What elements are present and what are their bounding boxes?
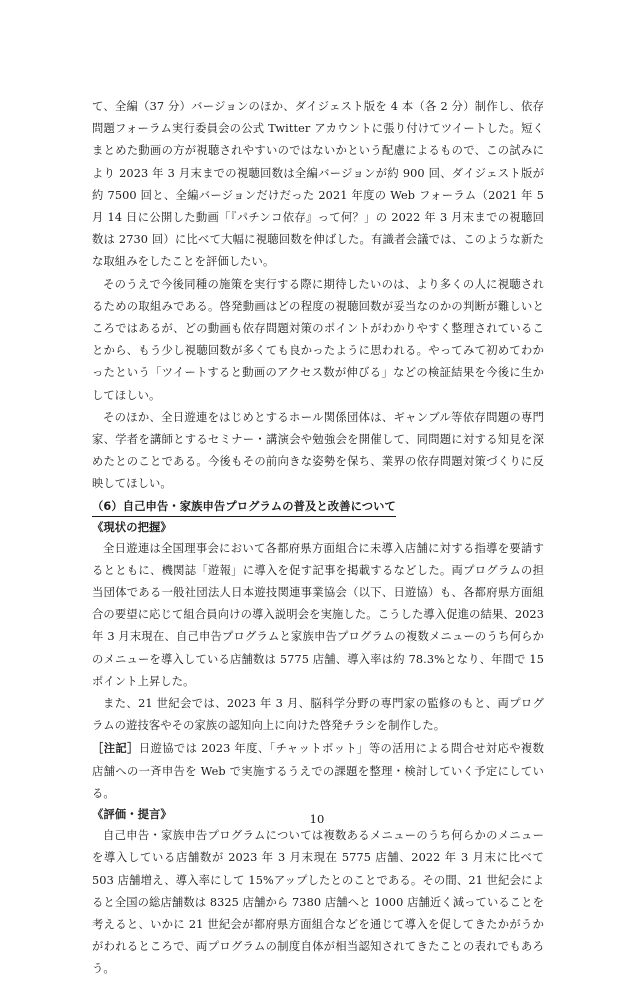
evaluation-subheading: 《評価・提言》 <box>92 808 172 822</box>
note-text: 日遊協では 2023 年度、「チャットボット」等の活用による問合せ対応や複数店舗への一斉申告を Web で実施するうえでの課題を整理・検討していく予定にしている。 <box>92 742 544 800</box>
paragraph: 全日遊連は全国理事会において各都府県方面組合に未導入店舗に対する指導を要請するとともに、機関誌「遊報」に導入を促す記事を掲載するなどした。両プログラムの担当団体である一般社団法人日本遊技関連事業協会（以下、日遊協）も、各都府県方面組合の要望に応じて組合員向けの導入説明会を実施した。こうした導入促進の結果、2023 年 3 月末現在、自己申告プログラムと家族申告プログラムの複数メニューのうち何らかのメニューを導入している店舗数は 5775 店舗、導入率は約 78.3%となり、年間で 15 ポイント上昇した。 <box>92 541 544 688</box>
paragraph: また、21 世紀会では、2023 年 3 月、脳科学分野の専門家の監修のもと、両プログラムの遊技客やその家族の認知向上に向けた啓発チラシを制作した。 <box>92 697 544 733</box>
section-heading-text: （6）自己申告・家族申告プログラムの普及と改善について <box>92 499 396 517</box>
paragraph: 自己申告・家族申告プログラムについては複数あるメニューのうち何らかのメニューを導入している店舗数が 2023 年 3 月末現在 5775 店舗、2022 年 3 月末に比べて 503 店舗増え、導入率にして 15%アップしたとのことである。その間、21 世紀会によると全国の総店舗数は 8325 店舗から 7380 店舗へと 1000 店舗近く減っていることを考えると、いかに 21 世紀会が都府県方面組合などを通じて導入を促してきたかがうかがわれるところで、両プログラムの制度自体が相当認知されてきたことの表れでもあろう。 <box>92 829 544 976</box>
note-label: ［注記］ <box>92 741 139 756</box>
page-content <box>92 96 544 981</box>
section-heading <box>92 496 544 518</box>
paragraph: そのほか、全日遊連をはじめとするホール関係団体は、ギャンブル等依存問題の専門家、学者を講師とするセミナー・講演会や勉強会を開催して、同問題に対する知見を深めたとのことである。今後もその前向きな姿勢を保ち、業界の依存問題対策づくりに反映してほしい。 <box>92 410 544 491</box>
status-subheading: 《現状の把握》 <box>92 520 172 534</box>
paragraph-continued: て、全編（37 分）バージョンのほか、ダイジェスト版を 4 本（各 2 分）制作し、依存問題フォーラム実行委員会の公式 Twitter アカウントに張り付けてツイートした。短くまとめた動画の方が視聴されやすいのではないかという配慮によるもので、この試みにより 2023 年 3 月末までの視聴回数は全編バージョンが約 900 回、ダイジェスト版が約 7500 回と、全編バージョンだけだった 2021 年度の Web フォーラム（2021 年 5 月 14 日に公開した動画「『パチンコ依存』って何？」の 2022 年 3 月末までの視聴回数は 2730 回）に比べて大幅に視聴回数を伸ばした。有識者会議では、このような新たな取組みをしたことを評価したい。 <box>92 100 544 269</box>
page-number: 10 <box>309 812 325 826</box>
note-paragraph <box>92 737 544 805</box>
paragraph: そのうえで今後同種の施策を実行する際に期待したいのは、より多くの人に視聴されるための取組みである。啓発動画はどの程度の視聴回数が妥当なのかの判断が難しいところではあるが、どの動画も依存問題対策のポイントがわかりやすく整理されていることから、もう少し視聴回数が多くても良かったように思われる。やってみて初めてわかったという「ツイートすると動画のアクセス数が伸びる」などの検証結果を今後に生かしてほしい。 <box>92 277 544 402</box>
